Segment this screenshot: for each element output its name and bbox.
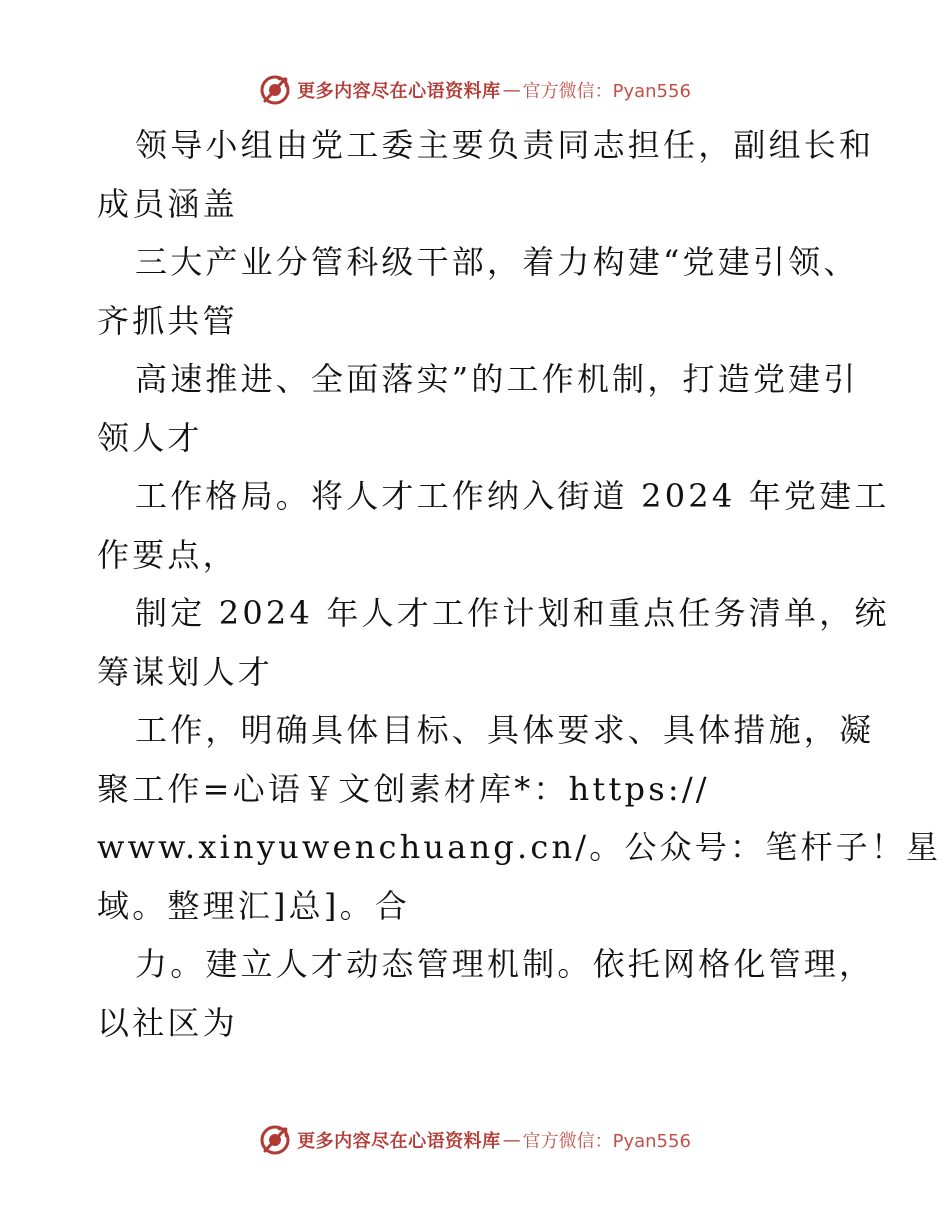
footer-banner (0, 1120, 950, 1160)
header-site-text: 更多内容尽在心语资料库 (297, 81, 501, 102)
footer-site-text: 更多内容尽在心语资料库 (297, 1131, 501, 1152)
body-line: 三大产业分管科级干部，着力构建“党建引领、 (135, 243, 859, 281)
body-line: 齐抓共管 (97, 301, 238, 340)
body-line: 作要点， (97, 535, 238, 574)
body-line: 制定 2024 年人才工作计划和重点任务清单，统 (135, 594, 890, 632)
body-line: 高速推进、全面落实”的工作机制，打造党建引 (135, 360, 859, 398)
body-line: 工作，明确具体目标、具体要求、具体措施，凝 (135, 711, 875, 749)
footer-separator: — (502, 1129, 521, 1151)
header-banner (0, 70, 950, 110)
body-line: 领人才 (97, 418, 203, 457)
body-line: 领导小组由党工委主要负责同志担任，副组长和 (135, 126, 875, 164)
body-line: 力。建立人才动态管理机制。依托网格化管理， (135, 945, 875, 983)
brand-logo-icon (259, 1124, 291, 1156)
header-wechat-text: 官方微信：Pyan556 (522, 81, 691, 102)
body-line: 工作格局。将人才工作纳入街道 2024 年党建工 (135, 477, 890, 515)
footer-wechat-text: 官方微信：Pyan556 (522, 1131, 691, 1152)
body-line: 筹谋划人才 (97, 652, 274, 691)
header-separator: — (502, 79, 521, 101)
body-line: 成员涵盖 (97, 184, 238, 223)
body-line: www.xinyuwenchuang.cn/。公众号：笔杆子！星 (97, 828, 942, 866)
document-body (97, 116, 942, 1052)
body-line: 域。整理汇]总]。合 (97, 886, 410, 925)
brand-logo-icon (259, 74, 291, 106)
body-line: 以社区为 (97, 1003, 238, 1042)
body-line: 聚工作=心语￥文创素材库*：https:// (97, 769, 710, 808)
